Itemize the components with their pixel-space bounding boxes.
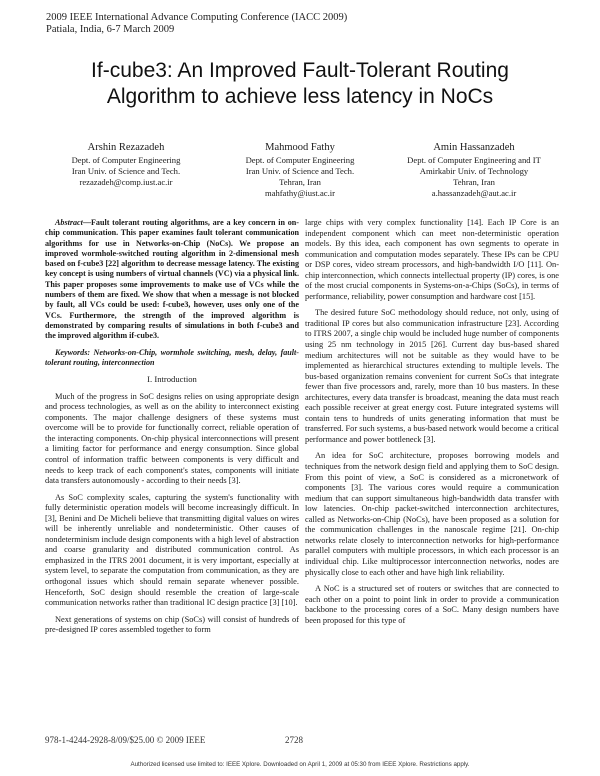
keywords-text: Networks-on-Chip, wormhole switching, mesh, delay, fault-tolerant routing, interconnection [45,347,299,367]
license-notice: Authorized licensed use limited to: IEEE Xplore. Downloaded on April 1, 2009 at 05:30 from IEEE Xplore. Restrictions apply. [130,761,470,768]
author-dept: Dept. of Computer Engineering [71,155,181,165]
paragraph: A NoC is a structured set of routers or switches that are connected to each other on a point to point link in order to provide a communication backbone to the processing cores of a SoC. Many design numbers have been proposed for this type of [305,584,559,625]
paragraph: An idea for SoC architecture, proposes borrowing models and techniques from the network design field and applying them to SoC design. From this point of view, a SoC is considered as a micronetwork of components [3]. The various cores would require a communication medium that can support simultaneous high-bandwidth data transfer with low latencies. On-chip packet-switched interconnection architectures, called as Networks-on-Chip (NoCs), have been proposed as a solution for the communication challenges in the nanoscale regime [21]. On-chip networks relate closely to interconnection networks for high-performance parallel computers with multiple processors, in which each processor is an individual chip. Like multiprocessor interconnection networks, nodes are physically close to each other and have high link reliability. [305,451,559,577]
author-block [46,141,554,199]
copyright-line: 978-1-4244-2928-8/09/$25.00 © 2009 IEEE [45,735,206,745]
author-city: Tehran, Iran [279,177,321,187]
paragraph: As SoC complexity scales, capturing the system's functionality with fully deterministic operation models will become increasingly difficult. In [3], Benini and De Micheli believe that transmitting digital values on wires will be inherently unreliable and nondeterministic. Other causes of nondeterminism include design components with a high level of abstraction and coarse granularity and distributed communication control. As emphasized in the ITRS 2001 document, it is very important, especially at system level, to separate the computation from communication, as they are orthogonal issues which should remain separate whenever possible. Henceforth, SoC design should resemble the creation of large-scale communication networks rather than traditional IC design practice [3] [10]. [45,492,299,608]
author-inst: Iran Univ. of Science and Tech. [71,166,181,176]
paragraph: Next generations of systems on chip (SoCs) will consist of hundreds of pre-designed IP cores assembled together to form [45,614,299,635]
title-line-1: If-cube3: An Improved Fault-Tolerant Routing [91,59,509,82]
conference-header [46,12,347,36]
author-city: Tehran, Iran [453,177,495,187]
abstract-text: —Fault tolerant routing algorithms, are a key concern in on-chip communication. This paper examines fault tolerant communication algorithms for use in Networks-on-Chip (NoCs). We propose an improved wormhole-switched routing algorithm in 2-dimensional mesh based on f-cube3 [22] algorithm to decrease message latency. The existing key concept is using numbers of virtual channels (VC) via a physical link. This paper proposes some improvements to make use of VCs while the numbers of them are fixed. We show that when a message is not blocked by fault, all VCs could be used: f-cube3, however, uses only one of the VCs. Furthermore, the strength of the improved algorithm is demonstrated by comparing results of simulations in both f-cube3 and the improved algorithm if-cube3. [45,218,299,341]
author-name: Mahmood Fathy [265,142,335,153]
author-inst: Amirkabir Univ. of Technology [419,166,529,176]
paragraph: Much of the progress in SoC designs relies on using appropriate design and process technologies, as well as on the ability to interconnect existing components. The major challenge designers of these systems must overcome will be to provide for functionally correct, reliable operation of the interacting components. On-chip physical interconnections will present a limiting factor for performance and energy consumption. Since global control of information traffic between components is very difficult and needs to keep track of each component's states, components will initiate data transfers autonomously - according to their needs [3]. [45,391,299,486]
paper-title [0,58,600,110]
author-1 [46,141,206,199]
author-email[interactable]: mahfathy@iust.ac.ir [265,188,335,198]
section-heading: I. Introduction [147,374,197,385]
author-inst: Iran Univ. of Science and Tech. [245,166,355,176]
page-number: 2728 [285,735,303,745]
keywords [45,348,299,369]
paragraph: large chips with very complex functionality [14]. Each IP Core is an independent component which can meet non-deterministic operation models. By this idea, each component has own segments to operate in communication and computation modes separately. These IPs can be CPU or DSP cores, video stream processors, and high-bandwidth I/O [11]. On-chip interconnection, which connects intellectual property (IP) cores, is one of the most crucial components in Systems-on-a-Chips (SoCs), in terms of performance, reliability, power consumption and hardware cost [15]. [305,218,559,301]
author-2 [220,141,380,199]
abstract-label: Abstract [55,218,83,227]
keywords-label: Keywords: [55,347,91,357]
title-line-2: Algorithm to achieve less latency in NoCs [106,85,494,108]
right-column [305,218,559,632]
author-name: Arshin Rezazadeh [87,142,165,153]
author-dept: Dept. of Computer Engineering [245,155,355,165]
page-footer [45,735,555,745]
author-3 [394,141,554,199]
left-column [45,218,299,642]
author-email[interactable]: rezazadeh@comp.iust.ac.ir [79,177,173,187]
conference-location: Patiala, India, 6-7 March 2009 [46,24,175,35]
conference-name: 2009 IEEE International Advance Computing Conference (IACC 2009) [46,12,348,23]
author-dept: Dept. of Computer Engineering and IT [407,155,541,165]
paragraph: The desired future SoC methodology should reduce, not only, using of traditional IP cores but also communication infrastructure [23]. According to ITRS 2007, a single chip would be included huge number of components using 25 nm technology in 2015 [26]. Current day bus-based shared medium architectures will not be suitable as they would have to be implemented as hierarchical structures extending to multiple levels. The bus-based organization remains convenient for current SoCs that integrate fewer than five processors and, rarely, more than 10 bus masters. In these architectures, every data transfer is broadcast, meaning the data must reach each possible receiver at great energy cost. Future integrated systems will contain tens to hundreds of units generating information that must be transferred. For such systems, a bus-based network would become a critical performance and power bottleneck [3]. [305,308,559,444]
abstract [45,218,299,342]
author-email[interactable]: a.hassanzadeh@aut.ac.ir [431,188,517,198]
author-name: Amin Hassanzadeh [433,142,515,153]
